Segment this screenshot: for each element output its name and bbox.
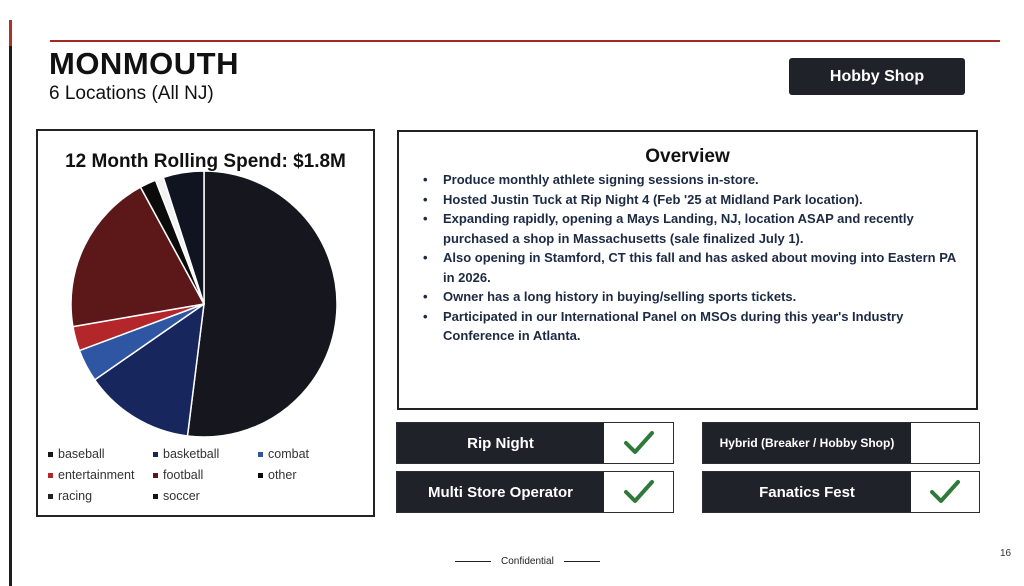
legend-label: football: [163, 468, 204, 482]
overview-bullet-list: [421, 170, 961, 346]
left-edge-rule: [9, 20, 12, 586]
overview-panel: [397, 130, 978, 410]
checkmark-icon: [622, 477, 656, 507]
legend-swatch: [48, 494, 53, 499]
legend-swatch: [48, 452, 53, 457]
legend-item-combat: [258, 447, 309, 461]
left-edge-accent: [9, 20, 12, 46]
overview-bullet: • Hosted Justin Tuck at Rip Night 4 (Feb '25 at Midland Park location).: [421, 190, 961, 210]
legend-label: combat: [268, 447, 309, 461]
footer: [445, 556, 610, 567]
chart-title: 12 Month Rolling Spend: $1.8M: [65, 151, 346, 172]
spend-chart-panel: [36, 129, 375, 517]
overview-bullet: • Owner has a long history in buying/selling sports tickets.: [421, 287, 961, 307]
legend-swatch: [48, 473, 53, 478]
footer-rule-right: [564, 561, 600, 562]
overview-bullet: • Also opening in Stamford, CT this fall and has asked about moving into Eastern PA in 2026.: [421, 248, 961, 287]
legend-item-soccer: [153, 489, 200, 503]
feature-multi-store-operator: [396, 471, 674, 513]
page-subtitle: 6 Locations (All NJ): [49, 83, 214, 104]
footer-confidential: Confidential: [501, 556, 554, 567]
feature-label: Fanatics Fest: [703, 472, 911, 512]
feature-rip-night: [396, 422, 674, 464]
legend-label: soccer: [163, 489, 200, 503]
legend-label: basketball: [163, 447, 220, 461]
page-title: MONMOUTH: [49, 46, 239, 81]
legend-label: baseball: [58, 447, 105, 461]
footer-rule-left: [455, 561, 491, 562]
overview-bullet: • Participated in our International Panel on MSOs during this year's Industry Conference in Atlanta.: [421, 307, 961, 346]
legend-swatch: [258, 452, 263, 457]
feature-label: Hybrid (Breaker / Hobby Shop): [703, 423, 911, 463]
pie-slice-baseball: [187, 171, 337, 437]
legend-swatch: [153, 452, 158, 457]
legend-label: racing: [58, 489, 93, 503]
legend-swatch: [153, 473, 158, 478]
legend-item-football: [153, 468, 203, 482]
legend-item-entertainment: [48, 468, 134, 482]
feature-check-cell: [604, 472, 673, 512]
feature-label: Rip Night: [397, 423, 604, 463]
checkmark-icon: [622, 428, 656, 458]
feature-fanatics-fest: [702, 471, 980, 513]
feature-label: Multi Store Operator: [397, 472, 604, 512]
header-rule: [50, 40, 1000, 42]
feature-hybrid: [702, 422, 980, 464]
feature-check-cell: [911, 472, 979, 512]
legend-item-racing: [48, 489, 92, 503]
legend-item-baseball: [48, 447, 105, 461]
legend-swatch: [153, 494, 158, 499]
overview-bullet: • Expanding rapidly, opening a Mays Landing, NJ, location ASAP and recently purchased a shop in Massachusetts (sale finalized July 1).: [421, 209, 961, 248]
overview-title: Overview: [645, 146, 730, 167]
page-number: 16: [1000, 548, 1012, 559]
legend-label: other: [268, 468, 297, 482]
feature-check-cell-empty: [911, 423, 979, 463]
legend-item-basketball: [153, 447, 219, 461]
legend-item-other: [258, 468, 297, 482]
feature-check-cell: [604, 423, 673, 463]
legend-swatch: [258, 473, 263, 478]
checkmark-icon: [928, 477, 962, 507]
overview-bullet: • Produce monthly athlete signing sessions in-store.: [421, 170, 961, 190]
legend-label: entertainment: [58, 468, 135, 482]
store-type-badge: Hobby Shop: [789, 58, 965, 95]
